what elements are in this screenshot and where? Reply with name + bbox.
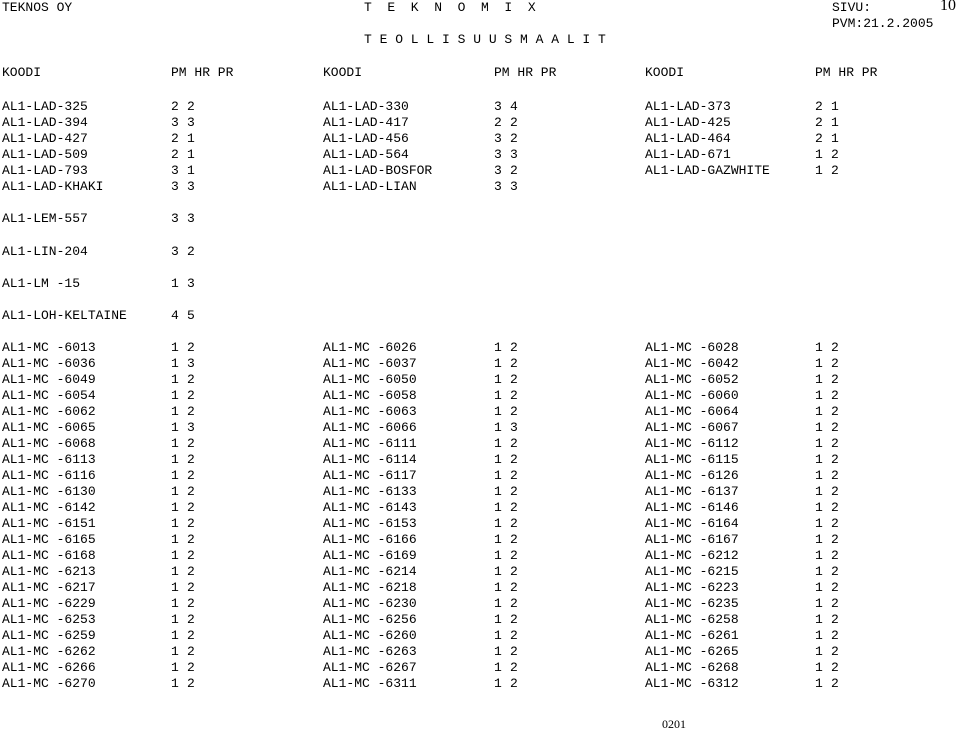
product-code: AL1-LAD-BOSFOR — [323, 163, 433, 178]
pm-value: 1 — [494, 436, 502, 451]
hr-value: 3 — [510, 420, 518, 435]
pm-value: 1 — [171, 468, 179, 483]
product-code: AL1-MC -6258 — [645, 612, 739, 627]
hr-value: 2 — [187, 99, 195, 114]
report-date: PVM:21.2.2005 — [832, 16, 934, 31]
product-code: AL1-LAD-564 — [323, 147, 409, 162]
product-code: AL1-MC -6165 — [2, 532, 96, 547]
product-code: AL1-MC -6042 — [645, 356, 739, 371]
product-code: AL1-LAD-464 — [645, 131, 731, 146]
product-code: AL1-MC -6052 — [645, 372, 739, 387]
product-code: AL1-LAD-427 — [2, 131, 88, 146]
product-code: AL1-MC -6164 — [645, 516, 739, 531]
page-number: 10 — [940, 0, 956, 14]
pm-value: 2 — [171, 131, 179, 146]
pm-value: 1 — [815, 596, 823, 611]
hr-value: 2 — [831, 532, 839, 547]
hr-value: 2 — [831, 372, 839, 387]
product-code: AL1-MC -6151 — [2, 516, 96, 531]
hr-value: 1 — [187, 131, 195, 146]
product-code: AL1-MC -6112 — [645, 436, 739, 451]
product-code: AL1-MC -6037 — [323, 356, 417, 371]
product-code: AL1-LAD-GAZWHITE — [645, 163, 770, 178]
pm-value: 1 — [171, 388, 179, 403]
product-code: AL1-MC -6062 — [2, 404, 96, 419]
pm-value: 1 — [171, 420, 179, 435]
pm-value: 1 — [171, 628, 179, 643]
hr-value: 2 — [510, 612, 518, 627]
hr-value: 2 — [510, 532, 518, 547]
product-code: AL1-MC -6054 — [2, 388, 96, 403]
pm-value: 1 — [815, 644, 823, 659]
product-code: AL1-MC -6235 — [645, 596, 739, 611]
pm-value: 1 — [815, 388, 823, 403]
pm-value: 3 — [494, 147, 502, 162]
hr-value: 2 — [831, 452, 839, 467]
pm-value: 1 — [494, 612, 502, 627]
pm-value: 1 — [815, 468, 823, 483]
hr-value: 2 — [831, 163, 839, 178]
pm-value: 1 — [494, 420, 502, 435]
hr-value: 2 — [187, 372, 195, 387]
product-code: AL1-MC -6067 — [645, 420, 739, 435]
product-code: AL1-MC -6230 — [323, 596, 417, 611]
pm-value: 1 — [171, 516, 179, 531]
product-code: AL1-MC -6064 — [645, 404, 739, 419]
product-code: AL1-LAD-793 — [2, 163, 88, 178]
pm-value: 3 — [494, 163, 502, 178]
hr-value: 2 — [831, 500, 839, 515]
pm-value: 1 — [815, 404, 823, 419]
hr-value: 5 — [187, 308, 195, 323]
hr-value: 2 — [831, 644, 839, 659]
product-code: AL1-MC -6262 — [2, 644, 96, 659]
product-code: AL1-MC -6114 — [323, 452, 417, 467]
hr-value: 2 — [831, 676, 839, 691]
hr-value: 2 — [187, 596, 195, 611]
hr-value: 2 — [187, 532, 195, 547]
pm-value: 1 — [494, 484, 502, 499]
hr-value: 2 — [831, 147, 839, 162]
product-code: AL1-MC -6217 — [2, 580, 96, 595]
hr-value: 2 — [510, 644, 518, 659]
pm-value: 1 — [494, 644, 502, 659]
hr-value: 2 — [831, 596, 839, 611]
company-name: TEKNOS OY — [2, 0, 73, 15]
product-code: AL1-LEM-557 — [2, 211, 88, 226]
pm-value: 1 — [494, 660, 502, 675]
hr-value: 2 — [831, 628, 839, 643]
hr-value: 1 — [831, 131, 839, 146]
product-code: AL1-MC -6115 — [645, 452, 739, 467]
hr-value: 3 — [187, 420, 195, 435]
product-code: AL1-MC -6223 — [645, 580, 739, 595]
hr-value: 2 — [831, 660, 839, 675]
hr-value: 2 — [510, 660, 518, 675]
product-code: AL1-MC -6133 — [323, 484, 417, 499]
hr-value: 2 — [831, 404, 839, 419]
hr-value: 2 — [510, 548, 518, 563]
product-code: AL1-MC -6270 — [2, 676, 96, 691]
pm-value: 1 — [171, 340, 179, 355]
report-subtitle: T E O L L I S U U S M A A L I T — [364, 32, 606, 47]
product-code: AL1-MC -6213 — [2, 564, 96, 579]
hr-value: 2 — [187, 580, 195, 595]
hr-value: 3 — [510, 147, 518, 162]
hr-value: 2 — [510, 404, 518, 419]
hr-value: 2 — [187, 404, 195, 419]
hr-value: 3 — [187, 276, 195, 291]
hr-value: 2 — [187, 340, 195, 355]
hr-value: 2 — [187, 516, 195, 531]
pm-value: 1 — [494, 404, 502, 419]
product-code: AL1-MC -6218 — [323, 580, 417, 595]
pm-value: 1 — [171, 404, 179, 419]
product-code: AL1-MC -6268 — [645, 660, 739, 675]
hr-value: 1 — [831, 115, 839, 130]
hr-value: 2 — [831, 340, 839, 355]
pm-value: 1 — [815, 500, 823, 515]
pm-value: 2 — [815, 131, 823, 146]
pm-value: 1 — [815, 163, 823, 178]
pm-value: 1 — [494, 564, 502, 579]
hr-value: 2 — [187, 548, 195, 563]
pm-value: 1 — [171, 612, 179, 627]
pm-value: 1 — [494, 532, 502, 547]
product-code: AL1-MC -6066 — [323, 420, 417, 435]
pm-value: 1 — [171, 372, 179, 387]
hr-value: 2 — [187, 660, 195, 675]
hr-value: 2 — [831, 468, 839, 483]
product-code: AL1-MC -6060 — [645, 388, 739, 403]
hr-value: 2 — [831, 564, 839, 579]
page-label: SIVU: — [832, 0, 872, 15]
product-code: AL1-MC -6130 — [2, 484, 96, 499]
product-code: AL1-MC -6266 — [2, 660, 96, 675]
product-code: AL1-MC -6146 — [645, 500, 739, 515]
pm-value: 1 — [815, 676, 823, 691]
hr-value: 2 — [510, 628, 518, 643]
pm-value: 1 — [494, 372, 502, 387]
hr-value: 2 — [510, 564, 518, 579]
product-code: AL1-MC -6013 — [2, 340, 96, 355]
pm-value: 4 — [171, 308, 179, 323]
pm-value: 3 — [494, 99, 502, 114]
pm-value: 1 — [494, 548, 502, 563]
pm-value: 2 — [171, 99, 179, 114]
pm-value: 2 — [494, 115, 502, 130]
hr-value: 2 — [510, 596, 518, 611]
pm-value: 2 — [171, 147, 179, 162]
product-code: AL1-MC -6049 — [2, 372, 96, 387]
product-code: AL1-LIN-204 — [2, 244, 88, 259]
hr-value: 2 — [510, 580, 518, 595]
hr-value: 2 — [187, 244, 195, 259]
pm-value: 1 — [171, 276, 179, 291]
product-code: AL1-MC -6229 — [2, 596, 96, 611]
hr-value: 3 — [510, 179, 518, 194]
pm-value: 1 — [494, 356, 502, 371]
product-code: AL1-LAD-509 — [2, 147, 88, 162]
product-code: AL1-MC -6166 — [323, 532, 417, 547]
hr-value: 3 — [187, 356, 195, 371]
pm-value: 1 — [494, 628, 502, 643]
pm-value: 1 — [815, 436, 823, 451]
product-code: AL1-MC -6116 — [2, 468, 96, 483]
hr-value: 2 — [831, 388, 839, 403]
pm-value: 1 — [171, 452, 179, 467]
hr-value: 4 — [510, 99, 518, 114]
pm-value: 1 — [494, 676, 502, 691]
product-code: AL1-MC -6113 — [2, 452, 96, 467]
report-title: T E K N O M I X — [364, 0, 536, 15]
product-code: AL1-LAD-671 — [645, 147, 731, 162]
pm-value: 3 — [171, 163, 179, 178]
pm-value: 1 — [494, 580, 502, 595]
hr-value: 2 — [510, 131, 518, 146]
pm-value: 1 — [815, 580, 823, 595]
product-code: AL1-MC -6259 — [2, 628, 96, 643]
hr-value: 2 — [831, 356, 839, 371]
product-code: AL1-MC -6063 — [323, 404, 417, 419]
hr-value: 2 — [187, 484, 195, 499]
product-code: AL1-MC -6265 — [645, 644, 739, 659]
hr-value: 2 — [187, 612, 195, 627]
pm-value: 1 — [171, 484, 179, 499]
pm-value: 2 — [815, 99, 823, 114]
hr-value: 2 — [831, 580, 839, 595]
pm-value: 1 — [815, 420, 823, 435]
hr-value: 2 — [187, 628, 195, 643]
hr-value: 3 — [187, 115, 195, 130]
pm-value: 1 — [815, 612, 823, 627]
product-code: AL1-LAD-417 — [323, 115, 409, 130]
footer-code: 0201 — [662, 717, 686, 731]
pm-value: 1 — [494, 388, 502, 403]
pm-value: 3 — [494, 179, 502, 194]
pm-value: 1 — [171, 580, 179, 595]
product-code: AL1-MC -6253 — [2, 612, 96, 627]
hr-value: 2 — [187, 676, 195, 691]
product-code: AL1-MC -6311 — [323, 676, 417, 691]
column-header-pm-hr-pr: PM HR PR — [815, 65, 878, 80]
hr-value: 2 — [831, 436, 839, 451]
pm-value: 1 — [171, 676, 179, 691]
pm-value: 1 — [171, 644, 179, 659]
pm-value: 1 — [815, 484, 823, 499]
pm-value: 3 — [171, 179, 179, 194]
column-header-code: KOODI — [645, 65, 685, 80]
product-code: AL1-MC -6267 — [323, 660, 417, 675]
column-header-code: KOODI — [323, 65, 363, 80]
pm-value: 1 — [815, 147, 823, 162]
hr-value: 2 — [510, 340, 518, 355]
product-code: AL1-MC -6126 — [645, 468, 739, 483]
pm-value: 1 — [171, 548, 179, 563]
product-code: AL1-MC -6215 — [645, 564, 739, 579]
hr-value: 2 — [510, 356, 518, 371]
pm-value: 1 — [494, 452, 502, 467]
product-code: AL1-MC -6256 — [323, 612, 417, 627]
product-code: AL1-MC -6137 — [645, 484, 739, 499]
product-code: AL1-MC -6142 — [2, 500, 96, 515]
product-code: AL1-MC -6168 — [2, 548, 96, 563]
pm-value: 1 — [815, 340, 823, 355]
product-code: AL1-MC -6167 — [645, 532, 739, 547]
product-code: AL1-LAD-373 — [645, 99, 731, 114]
hr-value: 3 — [187, 211, 195, 226]
pm-value: 1 — [815, 660, 823, 675]
hr-value: 1 — [831, 99, 839, 114]
hr-value: 2 — [510, 500, 518, 515]
hr-value: 2 — [510, 163, 518, 178]
product-code: AL1-LAD-KHAKI — [2, 179, 104, 194]
hr-value: 2 — [187, 436, 195, 451]
product-code: AL1-MC -6261 — [645, 628, 739, 643]
product-code: AL1-MC -6111 — [323, 436, 417, 451]
product-code: AL1-MC -6153 — [323, 516, 417, 531]
pm-value: 3 — [494, 131, 502, 146]
hr-value: 2 — [831, 548, 839, 563]
pm-value: 1 — [815, 532, 823, 547]
product-code: AL1-MC -6036 — [2, 356, 96, 371]
pm-value: 2 — [815, 115, 823, 130]
column-header-pm-hr-pr: PM HR PR — [494, 65, 557, 80]
pm-value: 1 — [171, 660, 179, 675]
product-code: AL1-LAD-425 — [645, 115, 731, 130]
hr-value: 2 — [187, 468, 195, 483]
product-code: AL1-MC -6058 — [323, 388, 417, 403]
hr-value: 2 — [510, 516, 518, 531]
hr-value: 2 — [510, 115, 518, 130]
hr-value: 2 — [187, 500, 195, 515]
product-code: AL1-LM -15 — [2, 276, 81, 291]
hr-value: 2 — [510, 388, 518, 403]
product-code: AL1-LAD-330 — [323, 99, 409, 114]
pm-value: 1 — [171, 436, 179, 451]
hr-value: 3 — [187, 179, 195, 194]
product-code: AL1-MC -6050 — [323, 372, 417, 387]
pm-value: 1 — [815, 516, 823, 531]
product-code: AL1-MC -6117 — [323, 468, 417, 483]
pm-value: 1 — [171, 356, 179, 371]
pm-value: 1 — [171, 500, 179, 515]
hr-value: 2 — [831, 420, 839, 435]
pm-value: 1 — [171, 532, 179, 547]
hr-value: 2 — [187, 564, 195, 579]
hr-value: 2 — [187, 388, 195, 403]
product-code: AL1-LAD-LIAN — [323, 179, 417, 194]
product-code: AL1-MC -6068 — [2, 436, 96, 451]
hr-value: 2 — [510, 436, 518, 451]
pm-value: 1 — [171, 596, 179, 611]
pm-value: 1 — [494, 500, 502, 515]
pm-value: 3 — [171, 244, 179, 259]
product-code: AL1-MC -6026 — [323, 340, 417, 355]
hr-value: 2 — [187, 452, 195, 467]
hr-value: 2 — [187, 644, 195, 659]
hr-value: 2 — [831, 612, 839, 627]
pm-value: 1 — [171, 564, 179, 579]
product-code: AL1-LAD-325 — [2, 99, 88, 114]
hr-value: 1 — [187, 147, 195, 162]
product-code: AL1-MC -6065 — [2, 420, 96, 435]
pm-value: 3 — [171, 211, 179, 226]
product-code: AL1-MC -6143 — [323, 500, 417, 515]
product-code: AL1-MC -6312 — [645, 676, 739, 691]
pm-value: 1 — [494, 516, 502, 531]
pm-value: 1 — [494, 340, 502, 355]
pm-value: 1 — [815, 372, 823, 387]
pm-value: 1 — [494, 468, 502, 483]
pm-value: 1 — [815, 356, 823, 371]
pm-value: 1 — [815, 628, 823, 643]
product-code: AL1-LAD-456 — [323, 131, 409, 146]
product-code: AL1-MC -6028 — [645, 340, 739, 355]
product-code: AL1-MC -6263 — [323, 644, 417, 659]
pm-value: 1 — [815, 564, 823, 579]
pm-value: 1 — [494, 596, 502, 611]
hr-value: 2 — [510, 372, 518, 387]
hr-value: 2 — [510, 452, 518, 467]
pm-value: 1 — [815, 548, 823, 563]
hr-value: 2 — [510, 484, 518, 499]
pm-value: 3 — [171, 115, 179, 130]
hr-value: 2 — [831, 484, 839, 499]
product-code: AL1-MC -6260 — [323, 628, 417, 643]
pm-value: 1 — [815, 452, 823, 467]
column-header-code: KOODI — [2, 65, 42, 80]
product-code: AL1-LOH-KELTAINE — [2, 308, 127, 323]
hr-value: 1 — [187, 163, 195, 178]
column-header-pm-hr-pr: PM HR PR — [171, 65, 234, 80]
product-code: AL1-MC -6214 — [323, 564, 417, 579]
hr-value: 2 — [510, 676, 518, 691]
hr-value: 2 — [510, 468, 518, 483]
product-code: AL1-LAD-394 — [2, 115, 88, 130]
hr-value: 2 — [831, 516, 839, 531]
product-code: AL1-MC -6169 — [323, 548, 417, 563]
product-code: AL1-MC -6212 — [645, 548, 739, 563]
